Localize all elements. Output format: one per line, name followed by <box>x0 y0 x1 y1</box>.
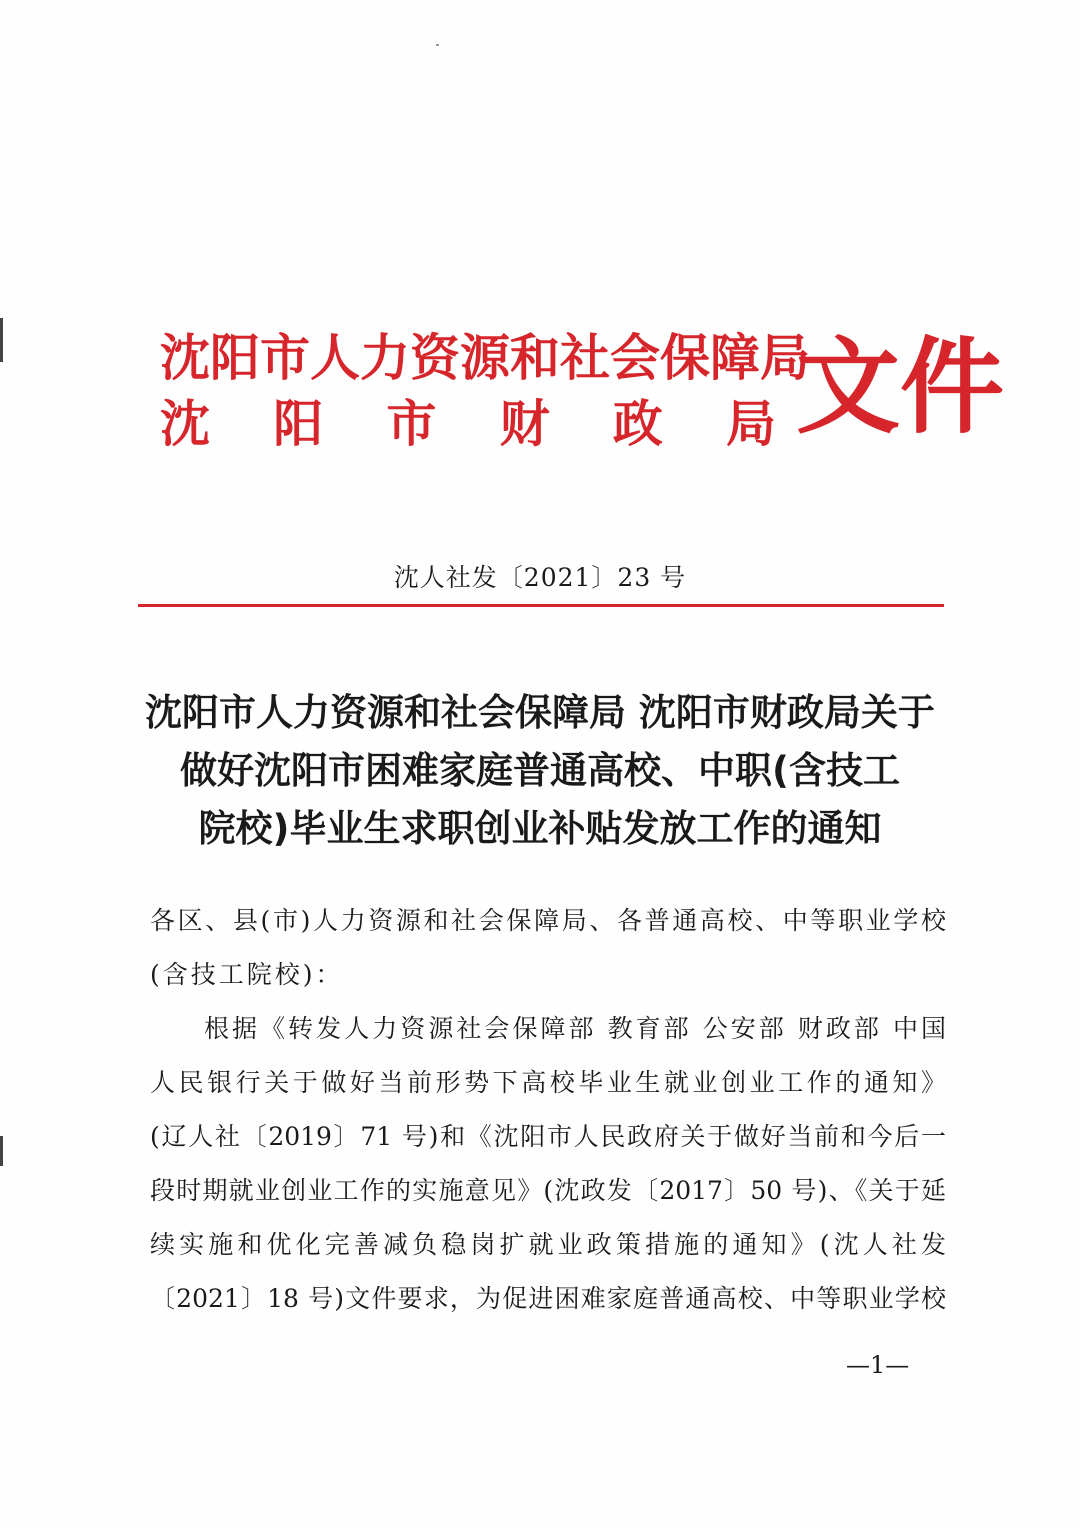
body-line: 段时期就业创业工作的实施意见》(沈政发〔2017〕50 号)、《关于延 <box>150 1176 946 1205</box>
issuer-name-2 <box>160 394 776 454</box>
scan-artifact <box>0 1136 3 1166</box>
title-line: 沈阳市人力资源和社会保障局 沈阳市财政局关于 <box>145 691 935 734</box>
page-number: —1— <box>846 1351 910 1379</box>
document-title <box>130 684 950 858</box>
document-number: 沈人社发〔2021〕23 号 <box>393 563 687 592</box>
document-body <box>150 894 946 1326</box>
issuer-2-char: 财 <box>499 395 550 453</box>
scan-artifact <box>436 44 439 46</box>
doc-type-label: 文件 <box>796 326 1005 448</box>
title-line: 做好沈阳市困难家庭普通高校、中职(含技工 <box>180 749 900 792</box>
addressee-line: (含技工院校)： <box>150 960 344 989</box>
issuer-name-1: 沈阳市人力资源和社会保障局 <box>160 329 810 387</box>
red-header <box>160 322 1005 462</box>
issuer-2-char: 政 <box>612 395 663 453</box>
scan-artifact <box>0 318 3 362</box>
issuer-2-char: 阳 <box>273 395 324 453</box>
body-line: 续实施和优化完善减负稳岗扩就业政策措施的通知》(沈人社发 <box>150 1230 946 1259</box>
body-line: (辽人社〔2019〕71 号)和《沈阳市人民政府关于做好当前和今后一 <box>150 1122 946 1151</box>
title-line: 院校)毕业生求职创业补贴发放工作的通知 <box>198 807 882 850</box>
body-line: 〔2021〕18 号)文件要求，为促进困难家庭普通高校、中等职业学校 <box>150 1284 946 1313</box>
issuer-2-char: 市 <box>386 395 437 453</box>
body-line: 根据《转发人力资源社会保障部 教育部 公安部 财政部 中国 <box>204 1014 946 1043</box>
addressee-line: 各区、县(市)人力资源和社会保障局、各普通高校、中等职业学校 <box>150 906 946 935</box>
body-line: 人民银行关于做好当前形势下高校毕业生就业创业工作的通知》 <box>150 1068 946 1097</box>
issuer-2-char: 沈 <box>160 395 210 453</box>
issuer-2-char: 局 <box>725 395 776 453</box>
red-divider-line <box>138 604 944 607</box>
